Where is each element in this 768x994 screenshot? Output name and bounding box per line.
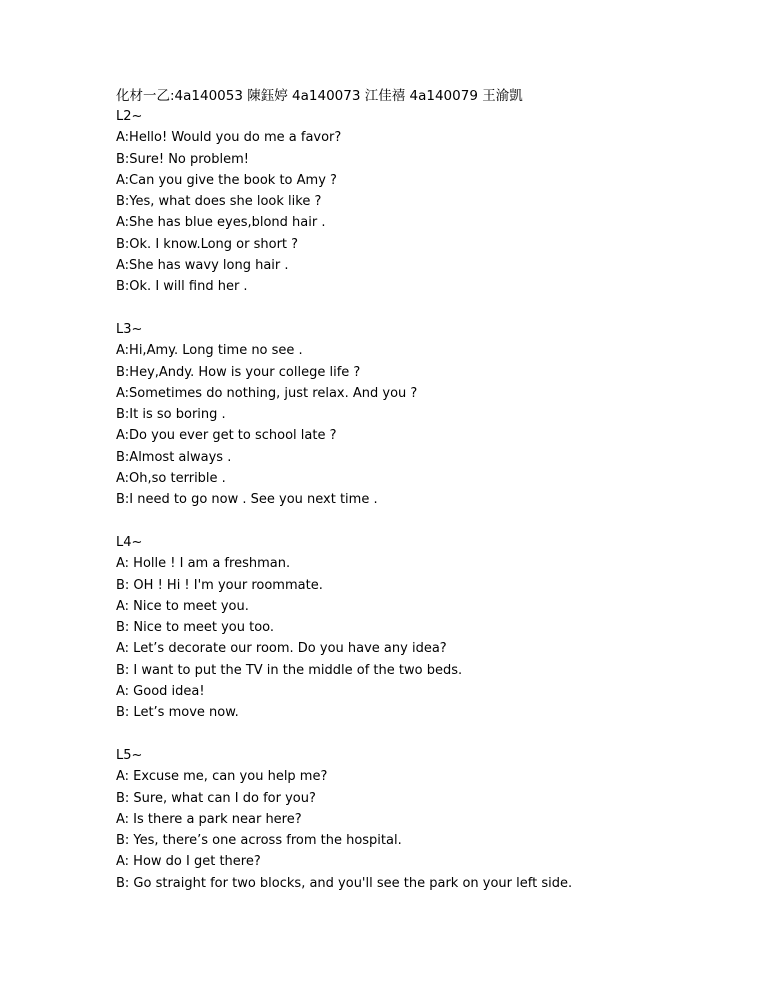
dialogue-line: B:Yes, what does she look like ?	[116, 194, 322, 210]
dialogue-line: A:Hi,Amy. Long time no see .	[116, 343, 303, 359]
dialogue-line: A: Let’s decorate our room. Do you have any idea?	[116, 641, 447, 657]
dialogue-line: B: Yes, there’s one across from the hospital.	[116, 833, 402, 849]
dialogue-line: A:She has blue eyes,blond hair .	[116, 215, 326, 231]
dialogue-section-l4	[116, 532, 736, 724]
dialogue-line: B:Ok. I know.Long or short ?	[116, 236, 299, 252]
dialogue-line: A:Do you ever get to school late ?	[116, 428, 337, 444]
section-label: L5~	[116, 747, 143, 763]
dialogue-line: A: Is there a park near here?	[116, 811, 302, 827]
document-page	[116, 86, 736, 894]
dialogue-line: B: Sure, what can I do for you?	[116, 790, 316, 806]
dialogue-line: B:It is so boring .	[116, 407, 226, 423]
dialogue-line: A:Sometimes do nothing, just relax. And you ?	[116, 385, 418, 401]
dialogue-line: A:Hello! Would you do me a favor?	[116, 130, 342, 146]
dialogue-line: B:Ok. I will find her .	[116, 279, 248, 295]
section-spacer	[116, 724, 736, 745]
dialogue-line: B: OH ! Hi ! I'm your roommate.	[116, 577, 323, 593]
dialogue-line: A:Can you give the book to Amy ?	[116, 172, 337, 188]
dialogue-line: A: Excuse me, can you help me?	[116, 769, 328, 785]
dialogue-line: B:Sure! No problem!	[116, 151, 250, 167]
section-spacer	[116, 511, 736, 532]
dialogue-section-l5	[116, 745, 736, 894]
dialogue-line: B:Hey,Andy. How is your college life ?	[116, 364, 361, 380]
section-spacer	[116, 298, 736, 319]
dialogue-line: B:I need to go now . See you next time .	[116, 492, 378, 508]
dialogue-line: B:Almost always .	[116, 449, 232, 465]
dialogue-section-l2	[116, 106, 736, 298]
section-label: L3~	[116, 321, 143, 337]
dialogue-line: B: Nice to meet you too.	[116, 620, 275, 636]
dialogue-line: A: Good idea!	[116, 684, 205, 700]
dialogue-line: A: How do I get there?	[116, 854, 261, 870]
author-header: 化材一乙:4a140053 陳鈺婷 4a140073 江佳禧 4a140079 王渝凱	[116, 88, 523, 104]
dialogue-line: A: Holle ! I am a freshman.	[116, 556, 291, 572]
dialogue-line: A: Nice to meet you.	[116, 598, 249, 614]
dialogue-line: B: I want to put the TV in the middle of the two beds.	[116, 662, 463, 678]
dialogue-line: B: Go straight for two blocks, and you'll see the park on your left side.	[116, 875, 573, 891]
section-label: L2~	[116, 109, 143, 124]
dialogue-line: B: Let’s move now.	[116, 705, 239, 721]
dialogue-line: A:She has wavy long hair .	[116, 258, 289, 274]
dialogue-section-l3	[116, 319, 736, 511]
dialogue-line: A:Oh,so terrible .	[116, 471, 226, 487]
section-label: L4~	[116, 534, 143, 550]
